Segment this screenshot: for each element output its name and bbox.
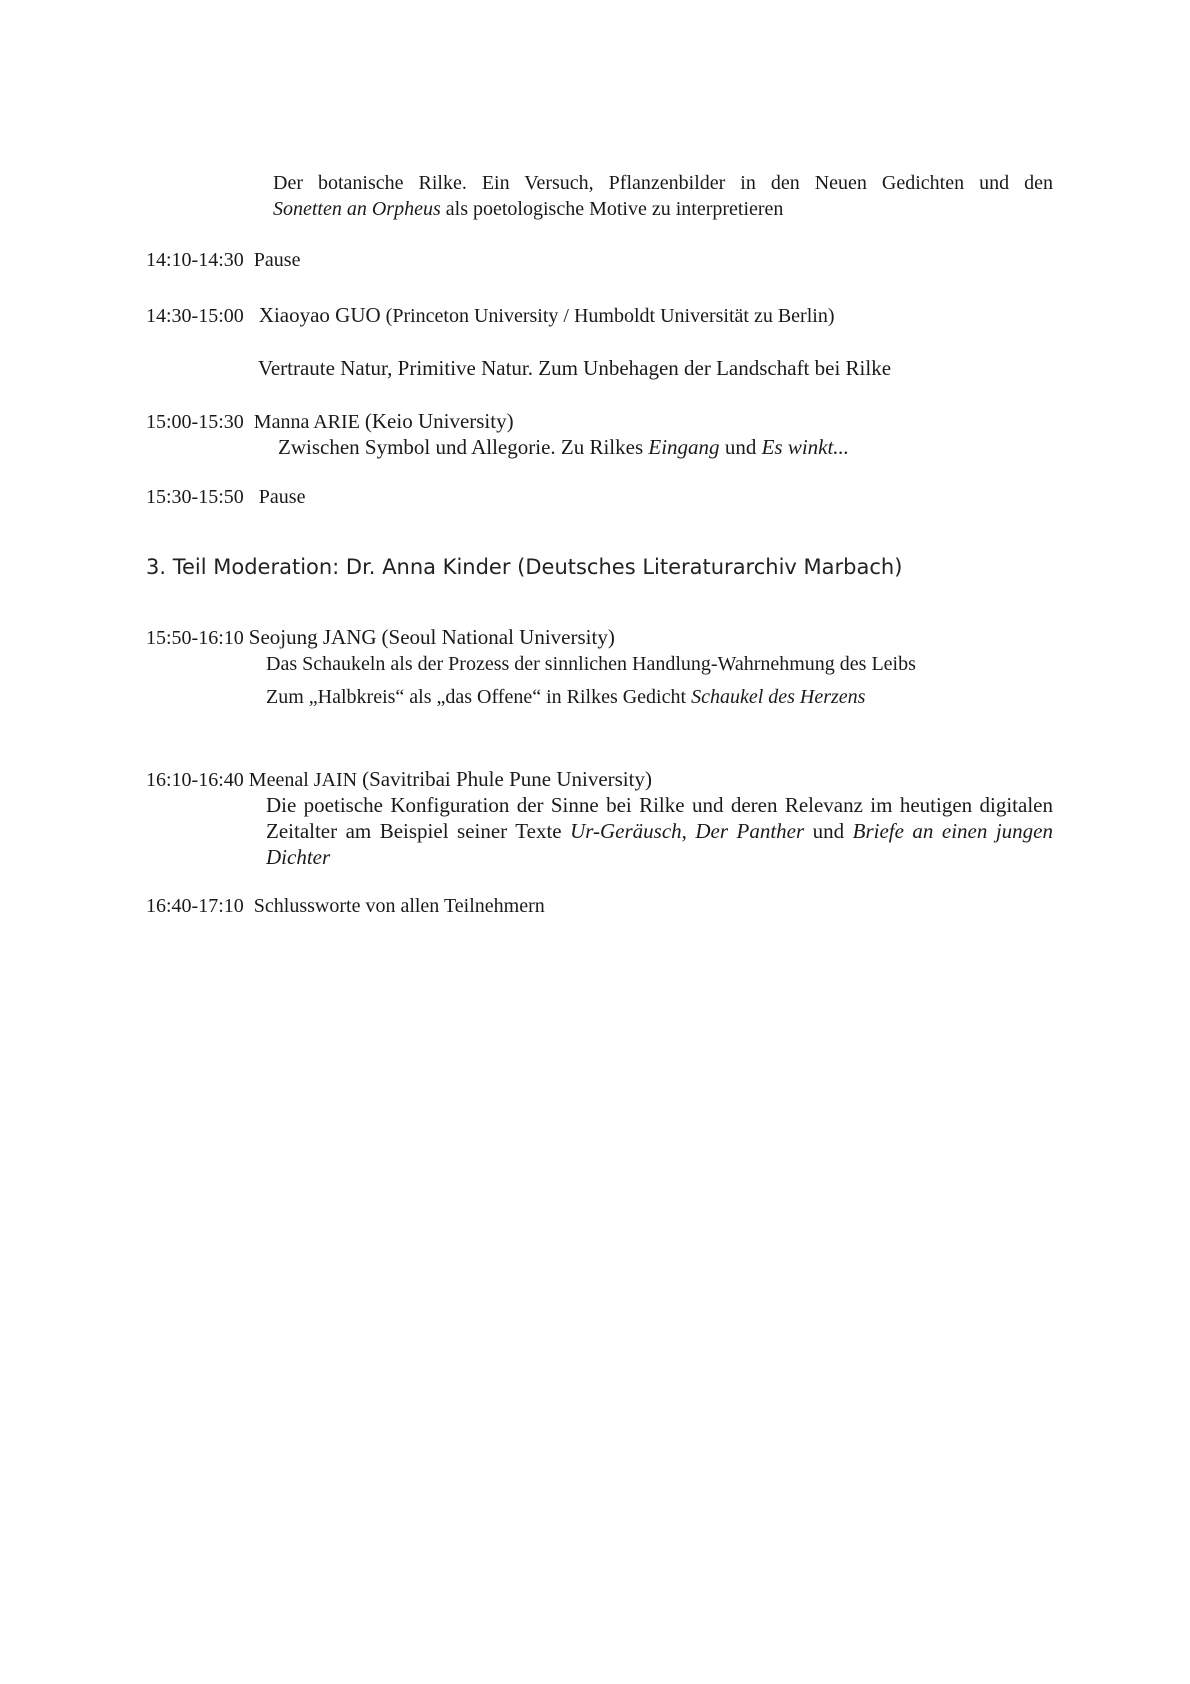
talk-title-line1: Die poetische Konfiguration der Sinne bei Rilke und deren Relevanz im heutigen digitalen <box>266 793 1053 817</box>
time-slot: 16:10-16:40 <box>146 769 244 791</box>
talk-title-part: , <box>681 819 696 843</box>
break-label: Pause <box>253 249 301 271</box>
talk-title-italic: Ur-Geräusch <box>570 819 682 843</box>
talk-title-italic: Der Panther <box>695 819 805 843</box>
talk-title-jang-line1: Das Schaukeln als der Prozess der sinnlichen Handlung-Wahrnehmung des Leibs <box>266 653 916 675</box>
talk-title-italic: Sonetten an Orpheus <box>273 198 441 220</box>
schedule-entry-jain <box>146 766 652 793</box>
speaker-affiliation: (Princeton University / Humboldt Universität zu Berlin) <box>385 305 835 327</box>
talk-title-line1: Der botanische Rilke. Ein Versuch, Pflanzenbilder in den Neuen Gedichten und den <box>273 172 1053 194</box>
talk-title-rest: als poetologische Motive zu interpretieren <box>440 198 784 220</box>
schedule-break-1 <box>146 247 300 273</box>
talk-title-line3 <box>266 844 1053 870</box>
speaker-affiliation: (Keio University) <box>364 409 514 433</box>
schedule-entry-jang <box>146 624 615 651</box>
talk-title-part: und <box>804 819 853 843</box>
talk-title-line2 <box>273 196 1053 222</box>
speaker-name: Seojung JANG <box>248 625 377 649</box>
time-slot: 14:30-15:00 <box>146 305 244 327</box>
time-slot: 15:00-15:30 <box>146 411 244 433</box>
schedule-entry-arie <box>146 408 514 435</box>
talk-title-part: und <box>719 435 762 459</box>
talk-title-italic: Es winkt... <box>761 435 850 459</box>
schedule-closing <box>146 893 545 919</box>
closing-label: Schlussworte von allen Teilnehmern <box>253 895 545 917</box>
talk-title-guo: Vertraute Natur, Primitive Natur. Zum Unbehagen der Landschaft bei Rilke <box>258 356 892 380</box>
break-label: Pause <box>258 486 306 508</box>
talk-title-line2 <box>266 818 1053 844</box>
talk-title-part: Zum „Halbkreis“ als „das Offene“ in Rilkes Gedicht <box>266 686 692 708</box>
talk-title-jain <box>266 792 1053 870</box>
talk-title-italic: Eingang <box>648 435 720 459</box>
speaker-name: Meenal JAIN <box>248 769 358 791</box>
time-slot: 15:30-15:50 <box>146 486 244 508</box>
talk-title-italic: Briefe an einen jungen <box>852 819 1053 843</box>
time-slot: 16:40-17:10 <box>146 895 244 917</box>
speaker-affiliation: (Savitribai Phule Pune University) <box>362 767 652 791</box>
talk-title-jang-line2 <box>266 684 865 710</box>
schedule-entry-guo <box>146 302 834 329</box>
section-heading-part3: 3. Teil Moderation: Dr. Anna Kinder (Deutsches Literaturarchiv Marbach) <box>146 555 903 579</box>
talk-title-italic: Dichter <box>266 845 331 869</box>
time-slot: 15:50-16:10 <box>146 627 244 649</box>
talk-title-arie <box>278 434 849 460</box>
speaker-affiliation: (Seoul National University) <box>381 625 615 649</box>
schedule-break-2 <box>146 484 305 510</box>
speaker-name: Xiaoyao GUO <box>258 303 381 327</box>
talk-title-botanical <box>273 170 1053 222</box>
talk-title-italic: Schaukel des Herzens <box>691 686 866 708</box>
talk-title-part: Zeitalter am Beispiel seiner Texte <box>266 819 571 843</box>
time-slot: 14:10-14:30 <box>146 249 244 271</box>
speaker-name: Manna ARIE <box>253 411 360 433</box>
talk-title-part: Zwischen Symbol und Allegorie. Zu Rilkes <box>278 435 649 459</box>
